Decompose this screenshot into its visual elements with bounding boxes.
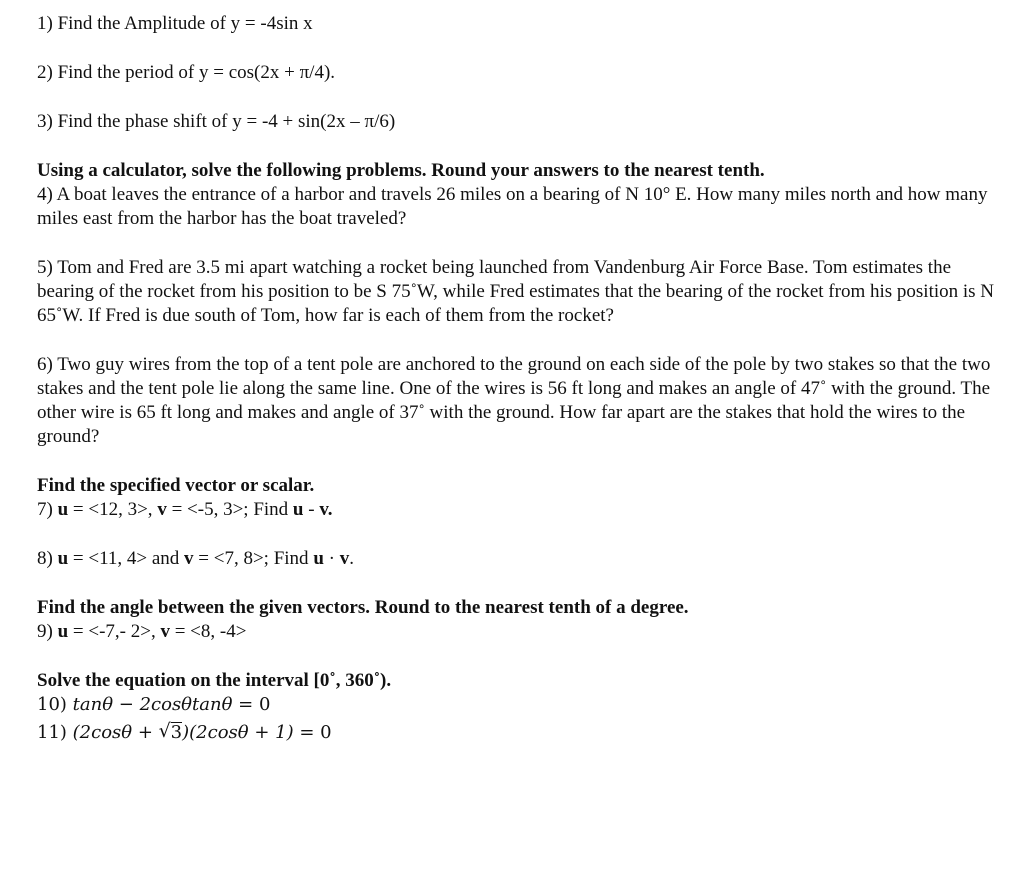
vector-v: v bbox=[184, 548, 194, 569]
calculator-section bbox=[37, 159, 997, 449]
vector-section bbox=[37, 474, 997, 571]
question-11 bbox=[37, 721, 997, 745]
question-7-number: 7) bbox=[37, 499, 58, 520]
question-8-v-value: = <7, 8>; Find bbox=[193, 548, 314, 569]
calculator-section-heading: Using a calculator, solve the following problems. Round your answers to the nearest tenth. bbox=[37, 160, 765, 181]
vector-v: v bbox=[339, 548, 350, 569]
question-7 bbox=[37, 498, 997, 522]
radical-icon: √ bbox=[158, 720, 171, 742]
square-root bbox=[159, 721, 182, 745]
vector-u: u bbox=[57, 548, 69, 569]
radicand: 3 bbox=[170, 722, 183, 743]
vector-u: u bbox=[292, 499, 304, 520]
question-2: 2) Find the period of y = cos(2x + π/4). bbox=[37, 62, 336, 83]
question-9 bbox=[37, 620, 997, 644]
question-10-number: 10) bbox=[37, 694, 73, 715]
question-11-rhs: = 0 bbox=[293, 722, 332, 743]
equation-section bbox=[37, 669, 997, 745]
vector-u: u bbox=[57, 621, 69, 642]
question-6: 6) Two guy wires from the top of a tent pole are anchored to the ground on each side of the pole by two stakes so that the two stakes and the tent pole lie along the same line. One of the wires is 56 ft long and makes an angle of 47˚ with the ground. The other wire is 65 ft long and makes and angle of 37˚ with the ground. How far apart are the stakes that hold the wires to the ground? bbox=[37, 354, 991, 447]
angle-section-heading: Find the angle between the given vectors. Round to the nearest tenth of a degree. bbox=[37, 597, 689, 618]
question-3: 3) Find the phase shift of y = -4 + sin(2x – π/6) bbox=[37, 111, 396, 132]
vector-v: v bbox=[160, 621, 170, 642]
angle-section bbox=[37, 596, 997, 644]
question-8-number: 8) bbox=[37, 548, 58, 569]
question-11-number: 11) bbox=[37, 722, 73, 743]
question-9-number: 9) bbox=[37, 621, 58, 642]
vector-v: v bbox=[157, 499, 167, 520]
operator: - bbox=[303, 499, 320, 520]
vector-u: u bbox=[313, 548, 324, 569]
worksheet bbox=[37, 12, 997, 745]
question-10 bbox=[37, 693, 997, 717]
question-7-v-value: = <-5, 3>; Find bbox=[166, 499, 293, 520]
question-5: 5) Tom and Fred are 3.5 mi apart watching a rocket being launched from Vandenburg Air Force Base. Tom estimates the bearing of the rocket from his position to be S 75˚W, while Fred estimates that the bearing of the rocket from his position is N 65˚W. If Fred is due south of Tom, how far is each of them from the rocket? bbox=[37, 257, 995, 326]
question-9-u-value: = <-7,- 2>, bbox=[68, 621, 161, 642]
question-11-factor-1: (2cosθ + bbox=[72, 722, 159, 743]
equation-section-heading: Solve the equation on the interval [0˚, 360˚). bbox=[37, 670, 392, 691]
question-4: 4) A boat leaves the entrance of a harbor and travels 26 miles on a bearing of N 10° E. How many miles north and how many miles east from the harbor has the boat traveled? bbox=[37, 184, 988, 229]
dot-operator: · bbox=[323, 548, 340, 569]
question-10-expression: tanθ − 2cosθtanθ bbox=[72, 694, 233, 715]
question-10-rhs: = 0 bbox=[232, 694, 271, 715]
question-8-u-value: = <11, 4> and bbox=[68, 548, 185, 569]
vector-section-heading: Find the specified vector or scalar. bbox=[37, 475, 315, 496]
question-8-end: . bbox=[349, 548, 354, 569]
vector-v: v. bbox=[319, 499, 333, 520]
question-11-factor-2: )(2cosθ + 1) bbox=[182, 722, 294, 743]
vector-u: u bbox=[57, 499, 69, 520]
question-7-u-value: = <12, 3>, bbox=[68, 499, 158, 520]
question-8 bbox=[37, 547, 997, 571]
question-9-v-value: = <8, -4> bbox=[169, 621, 247, 642]
question-1: 1) Find the Amplitude of y = -4sin x bbox=[37, 13, 313, 34]
